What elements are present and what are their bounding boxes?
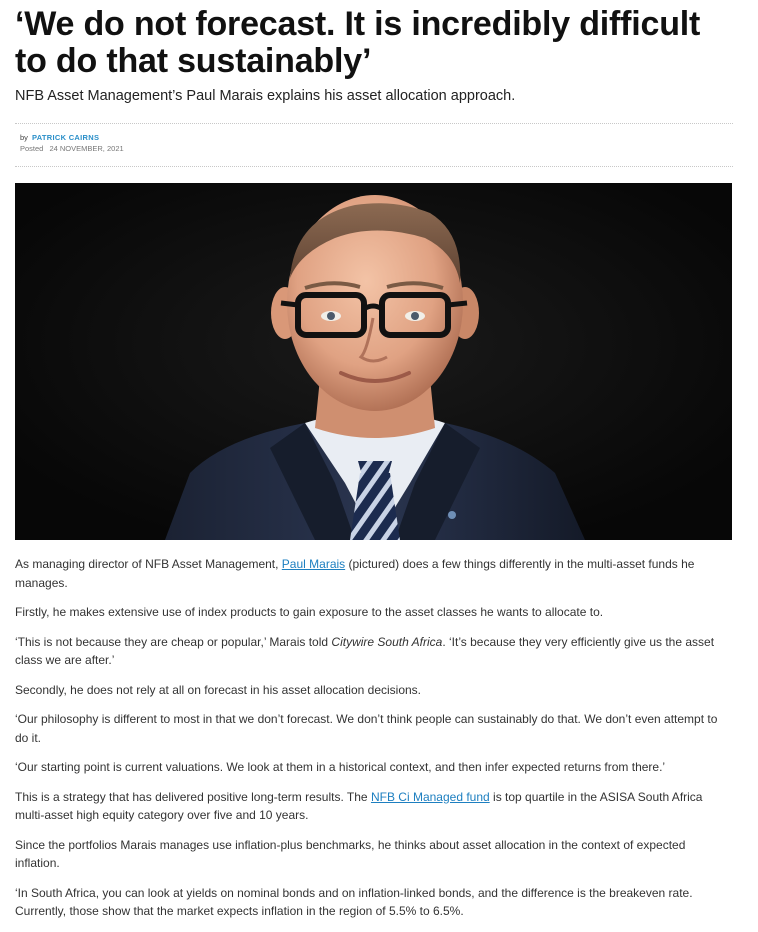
- posted-label: Posted: [20, 144, 44, 153]
- hero-portrait-image: [15, 183, 732, 540]
- paul-marais-link[interactable]: Paul Marais: [281, 557, 346, 571]
- publication-name: Citywire South Africa: [331, 634, 443, 649]
- portrait-illustration: [15, 183, 732, 540]
- paragraph: ‘Our starting point is current valuations. We look at them in a historical context, and then infer expected returns from there.’: [15, 760, 666, 774]
- posted-line: [20, 144, 733, 154]
- byline-prefix: by: [20, 133, 28, 142]
- author-link[interactable]: PATRICK CAIRNS: [32, 133, 100, 142]
- paragraph: This is a strategy that has delivered positive long-term results. The NFB Ci Managed fund is top quartile in the ASISA South Africa multi-asset high equity category over five and 10 years.: [15, 789, 703, 822]
- article-body: [15, 555, 731, 921]
- byline-box: [15, 123, 733, 167]
- paragraph: Since the portfolios Marais manages use inflation-plus benchmarks, he thinks about asset allocation in the context of expected inflation.: [15, 837, 686, 870]
- paragraph: Firstly, he makes extensive use of index products to gain exposure to the asset classes he wants to allocate to.: [15, 605, 604, 619]
- nfb-ci-managed-fund-link[interactable]: NFB Ci Managed fund: [370, 789, 490, 804]
- paragraph: ‘Our philosophy is different to most in that we don’t forecast. We don’t think people can sustainably do that. We don’t even attempt to do it.: [15, 712, 718, 745]
- paragraph: ‘In South Africa, you can look at yields on nominal bonds and on inflation-linked bonds, and the difference is the breakeven rate. Currently, those show that the market expects inflation in the region of 5.5% to 6.5%.: [15, 885, 693, 918]
- paragraph: Secondly, he does not rely at all on forecast in his asset allocation decisions.: [15, 682, 422, 697]
- article-standfirst: NFB Asset Management’s Paul Marais explains his asset allocation approach.: [15, 88, 516, 104]
- byline: [20, 133, 733, 143]
- paragraph: ‘This is not because they are cheap or popular,’ Marais told Citywire South Africa. ‘It’s because they very efficiently give us the asset class we are after.’: [15, 634, 715, 667]
- article: [15, 0, 733, 932]
- paragraph: As managing director of NFB Asset Management, Paul Marais (pictured) does a few things differently in the multi-asset funds he manages.: [15, 557, 695, 590]
- posted-date: 24 NOVEMBER, 2021: [49, 144, 124, 153]
- article-headline: ‘We do not forecast. It is incredibly difficult to do that sustainably’: [15, 5, 701, 80]
